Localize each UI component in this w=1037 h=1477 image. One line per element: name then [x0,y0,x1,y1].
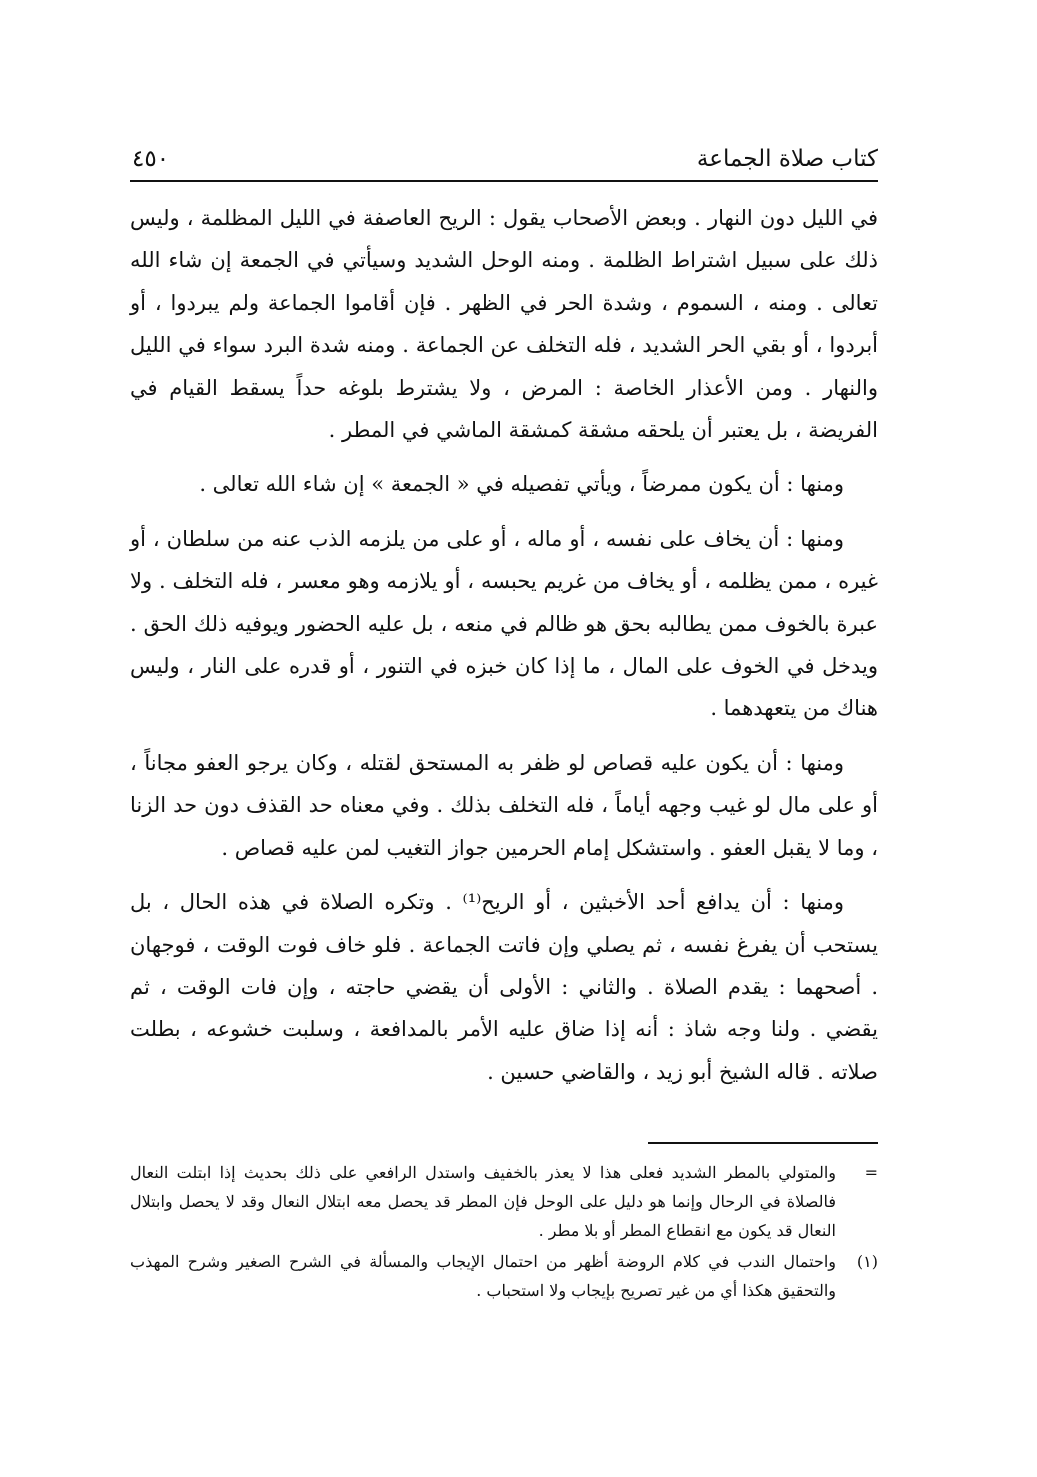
footnote-text: واحتمال الندب في كلام الروضة أظهر من احتمال الإيجاب والمسألة في الشرح الصغير وشرح المهذب والتحقيق هكذا أي من غير تصريح بإيجاب ولا استحباب . [130,1252,836,1300]
main-text [130,197,878,1105]
paragraph-retribution-excuse: ومنها : أن يكون عليه قصاص لو ظفر به المستحق لقتله ، وكان يرجو العفو مجاناً ، أو على مال لو غيب وجهه أياماً ، فله التخلف بذلك . وفي معناه حد القذف دون حد الزنا ، وما لا يقبل العفو . واستشكل إمام الحرمين جواز التغيب لمن عليه قصاص . [130,750,878,860]
paragraph-fear-excuse: ومنها : أن يخاف على نفسه ، أو ماله ، أو على من يلزمه الذب عنه من سلطان ، أو غيره ، ممن يظلمه ، أو يخاف من غريم يحبسه ، أو يلازمه وهو معسر ، فله التخلف . ولا عبرة بالخوف ممن يطالبه بحق هو ظالم في منعه ، بل عليه الحضور ويوفيه ذلك الحق . ويدخل في الخوف على المال ، ما إذا كان خبزه في التنور ، أو قدره على النار ، وليس هناك من يتعهدهما . [130,526,878,721]
header-title: كتاب صلاة الجماعة [696,146,878,172]
paragraph-weather-excuses: في الليل دون النهار . وبعض الأصحاب يقول : الريح العاصفة في الليل المظلمة ، وليس ذلك على سبيل اشتراط الظلمة . ومنه الوحل الشديد وسيأتي في الجمعة إن شاء الله تعالى . ومنه ، السموم ، وشدة الحر في الظهر . فإن أقاموا الجماعة ولم يبردوا ، أو أبردوا ، أو بقي الحر الشديد ، فله التخلف عن الجماعة . ومنه شدة البرد سواء في الليل والنهار . ومن الأعذار الخاصة : المرض ، ولا يشترط بلوغه حداً يسقط القيام في الفريضة ، بل يعتبر أن يلحقه مشقة كمشقة الماشي في المطر . [130,206,878,443]
book-page [130,0,878,1477]
footnote-continued [130,1158,878,1245]
footnote-marker: (١) [856,1252,878,1271]
footnote-1 [130,1247,878,1305]
footnote-text: والمتولي بالمطر الشديد فعلى هذا لا يعذر بالخفيف واستدل الرافعي على ذلك بحديث إذا ابتلت النعال فالصلاة في الرحال وإنما هو دليل على الوحل فإن المطر قد يحصل معه ابتلال النعال وقد لا يحصل وابتلال النعال قد يكون مع انقطاع المطر أو بلا مطر . [130,1163,836,1240]
footnote-separator [648,1142,878,1144]
page-number: ٤٥٠ [132,146,170,172]
running-header [130,140,878,182]
footnote-marker: = [864,1163,878,1182]
paragraph-nursing-excuse: ومنها : أن يكون ممرضاً ، ويأتي تفصيله في « الجمعة » إن شاء الله تعالى . [199,472,844,497]
footnotes [130,1158,878,1307]
paragraph-call-of-nature-excuse: ومنها : أن يدافع أحد الأخبثين ، أو الريح⁽¹⁾ . وتكره الصلاة في هذه الحال ، بل يستحب أن يفرغ نفسه ، ثم يصلي وإن فاتت الجماعة . فلو خاف فوت الوقت ، فوجهان . أصحهما : يقدم الصلاة . والثاني : الأولى أن يقضي حاجته ، وإن فات الوقت ، ثم يقضي . ولنا وجه شاذ : أنه إذا ضاق عليه الأمر بالمدافعة ، وسلبت خشوعه ، بطلت صلاته . قاله الشيخ أبو زيد ، والقاضي حسين . [130,890,878,1084]
